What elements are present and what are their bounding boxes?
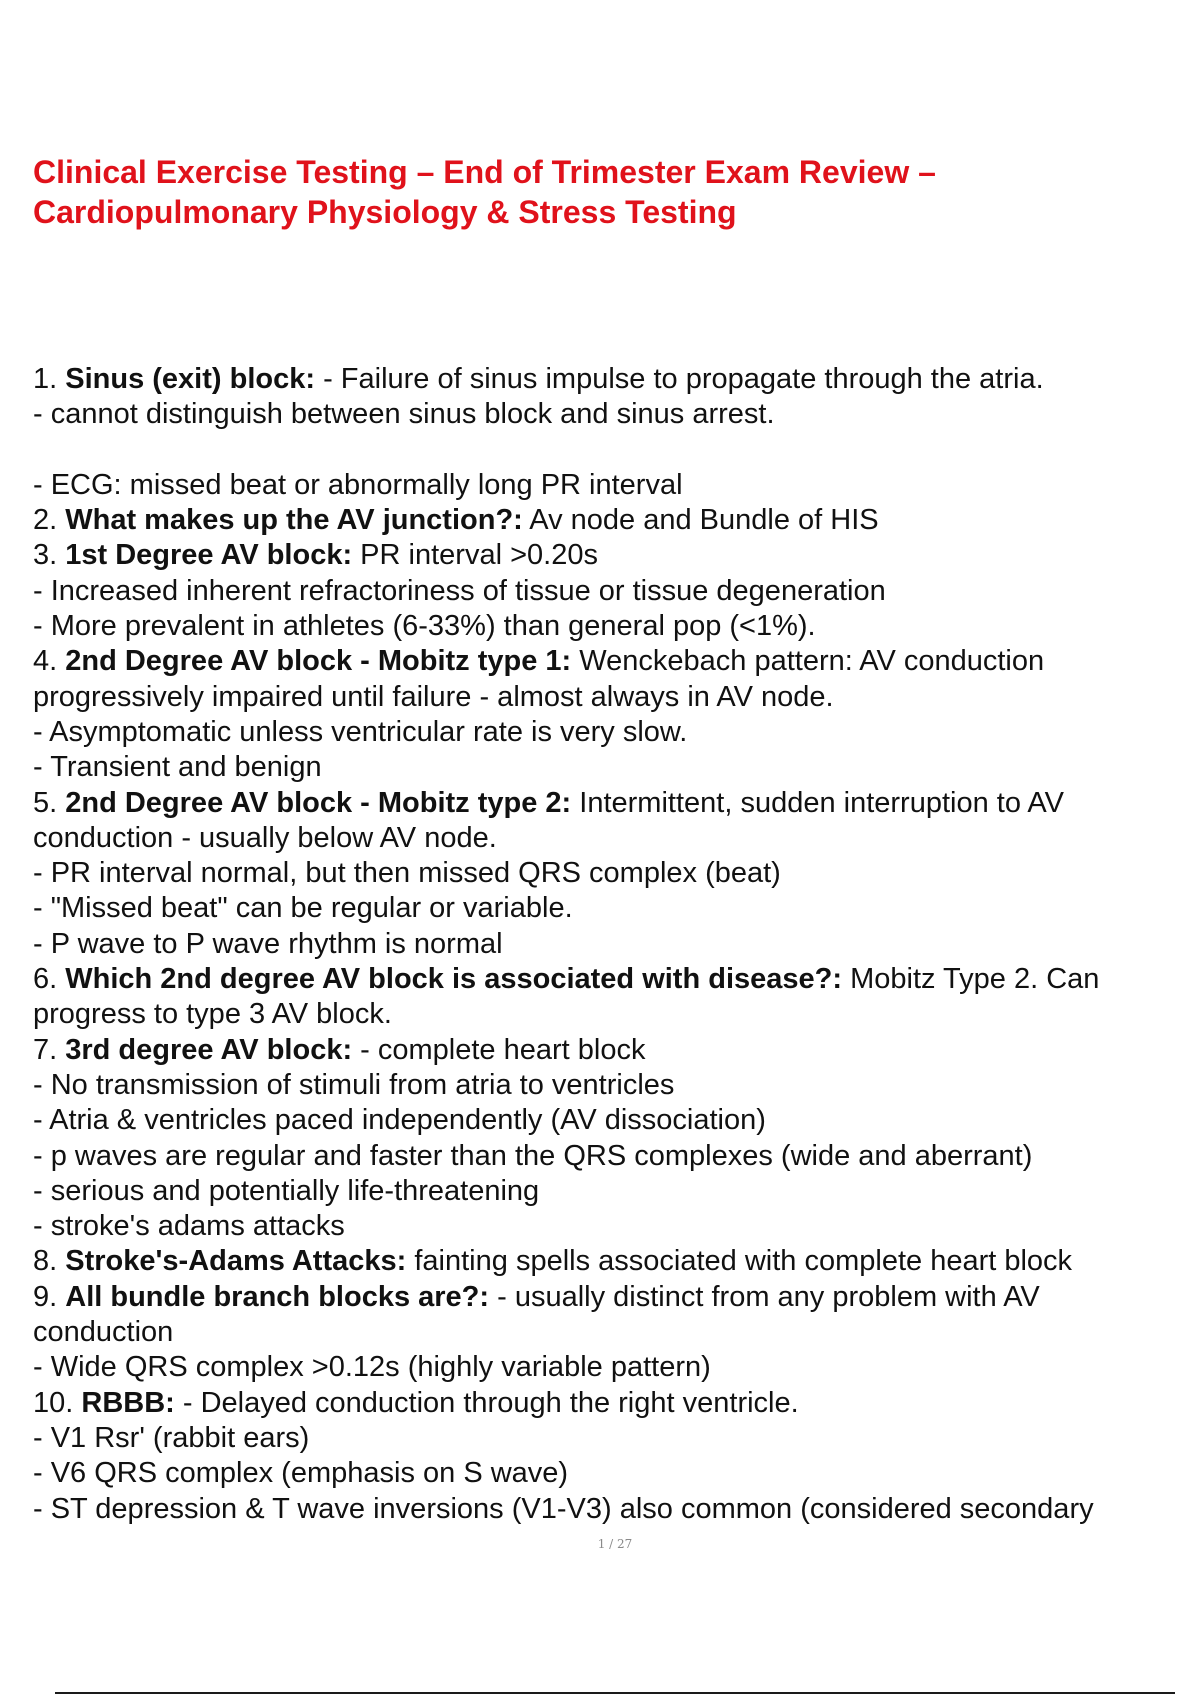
answer-text: - More prevalent in athletes (6-33%) than general pop (<1%). bbox=[33, 610, 816, 643]
question-term: 3rd degree AV block: bbox=[65, 1033, 353, 1066]
answer-text: - V1 Rsr' (rabbit ears) bbox=[33, 1421, 310, 1454]
question-line bbox=[33, 503, 1198, 538]
question-number: 3. bbox=[33, 539, 66, 572]
question-number: 5. bbox=[33, 786, 66, 819]
question-term: RBBB: bbox=[81, 1386, 175, 1419]
detail-line bbox=[33, 1139, 1198, 1174]
detail-line bbox=[33, 750, 1198, 785]
answer-text: - Asymptomatic unless ventricular rate is very slow. bbox=[33, 715, 688, 748]
answer-text: - p waves are regular and faster than the QRS complexes (wide and aberrant) bbox=[33, 1139, 1033, 1172]
answer-text: Wenckebach pattern: AV conduction bbox=[571, 645, 1045, 678]
title-line-2: Cardiopulmonary Physiology & Stress Testing bbox=[33, 194, 737, 230]
title-line-1: Clinical Exercise Testing – End of Trimester Exam Review – bbox=[33, 154, 936, 190]
question-term: Sinus (exit) block: bbox=[65, 363, 316, 395]
question-line bbox=[33, 1386, 1198, 1421]
question-line bbox=[33, 786, 1198, 821]
answer-text: - ST depression & T wave inversions (V1-V3) also common (considered secondary bbox=[33, 1492, 1094, 1525]
detail-line bbox=[33, 891, 1198, 926]
document-title bbox=[33, 152, 1173, 232]
question-term: Which 2nd degree AV block is associated with disease?: bbox=[65, 963, 843, 996]
answer-text: fainting spells associated with complete heart block bbox=[406, 1245, 1073, 1278]
answer-text: - Atria & ventricles paced independently (AV dissociation) bbox=[33, 1104, 766, 1137]
blank-line bbox=[33, 433, 1198, 468]
question-line bbox=[33, 1033, 1198, 1068]
answer-text: - complete heart block bbox=[352, 1033, 646, 1066]
review-content bbox=[33, 362, 1198, 1527]
detail-line bbox=[33, 997, 1198, 1032]
answer-text: - Delayed conduction through the right ventricle. bbox=[174, 1386, 799, 1419]
detail-line bbox=[33, 1174, 1198, 1209]
answer-text: conduction bbox=[33, 1316, 174, 1349]
detail-line bbox=[33, 397, 1198, 432]
question-term: 2nd Degree AV block - Mobitz type 2: bbox=[65, 786, 572, 819]
answer-text: - No transmission of stimuli from atria to ventricles bbox=[33, 1068, 675, 1101]
question-number: 1. bbox=[33, 363, 66, 395]
answer-text: progress to type 3 AV block. bbox=[33, 998, 392, 1031]
question-term: All bundle branch blocks are?: bbox=[65, 1280, 490, 1313]
answer-text: - Increased inherent refractoriness of tissue or tissue degeneration bbox=[33, 574, 886, 607]
page-number: 1 / 27 bbox=[597, 1537, 633, 1551]
answer-text: conduction - usually below AV node. bbox=[33, 821, 497, 854]
question-line bbox=[33, 538, 1198, 573]
answer-text: - Transient and benign bbox=[33, 751, 322, 784]
footer-divider bbox=[55, 1692, 1175, 1694]
question-term: What makes up the AV junction?: bbox=[65, 504, 523, 537]
answer-text: - "Missed beat" can be regular or variable. bbox=[33, 892, 573, 925]
detail-line bbox=[33, 680, 1198, 715]
detail-line bbox=[33, 821, 1198, 856]
question-line bbox=[33, 644, 1198, 679]
detail-line bbox=[33, 927, 1198, 962]
question-number: 8. bbox=[33, 1245, 66, 1278]
answer-text: progressively impaired until failure - almost always in AV node. bbox=[33, 680, 834, 713]
answer-text: Mobitz Type 2. Can bbox=[842, 963, 1100, 996]
detail-line bbox=[33, 1350, 1198, 1385]
detail-line bbox=[33, 1068, 1198, 1103]
answer-text: Av node and Bundle of HIS bbox=[522, 504, 879, 537]
answer-text: - PR interval normal, but then missed QRS complex (beat) bbox=[33, 857, 781, 890]
answer-text: - stroke's adams attacks bbox=[33, 1210, 345, 1243]
detail-line bbox=[33, 715, 1198, 750]
question-line bbox=[33, 962, 1198, 997]
question-term: 1st Degree AV block: bbox=[65, 539, 353, 572]
answer-text: - Wide QRS complex >0.12s (highly variable pattern) bbox=[33, 1351, 711, 1384]
answer-text: - usually distinct from any problem with AV bbox=[489, 1280, 1040, 1313]
question-number: 9. bbox=[33, 1280, 66, 1313]
answer-text: Intermittent, sudden interruption to AV bbox=[571, 786, 1064, 819]
question-line bbox=[33, 1244, 1198, 1279]
detail-line bbox=[33, 1456, 1198, 1491]
question-number: 2. bbox=[33, 504, 66, 537]
answer-text: - ECG: missed beat or abnormally long PR interval bbox=[33, 468, 683, 501]
question-number: 10. bbox=[33, 1386, 82, 1419]
question-number: 6. bbox=[33, 963, 66, 996]
detail-line bbox=[33, 468, 1198, 503]
detail-line bbox=[33, 609, 1198, 644]
detail-line bbox=[33, 856, 1198, 891]
question-number: 7. bbox=[33, 1033, 66, 1066]
answer-text: - serious and potentially life-threatening bbox=[33, 1174, 540, 1207]
question-line bbox=[33, 362, 1198, 397]
answer-text: - V6 QRS complex (emphasis on S wave) bbox=[33, 1457, 569, 1490]
question-term: Stroke's-Adams Attacks: bbox=[65, 1245, 407, 1278]
detail-line bbox=[33, 1421, 1198, 1456]
detail-line bbox=[33, 1492, 1198, 1527]
detail-line bbox=[33, 1209, 1198, 1244]
question-number: 4. bbox=[33, 645, 66, 678]
answer-text: - P wave to P wave rhythm is normal bbox=[33, 927, 503, 960]
detail-line bbox=[33, 1315, 1198, 1350]
answer-text: PR interval >0.20s bbox=[352, 539, 598, 572]
question-line bbox=[33, 1280, 1198, 1315]
detail-line bbox=[33, 1103, 1198, 1138]
question-term: 2nd Degree AV block - Mobitz type 1: bbox=[65, 645, 572, 678]
answer-text: - cannot distinguish between sinus block and sinus arrest. bbox=[33, 398, 775, 431]
answer-text: - Failure of sinus impulse to propagate through the atria. bbox=[315, 363, 1044, 395]
detail-line bbox=[33, 574, 1198, 609]
